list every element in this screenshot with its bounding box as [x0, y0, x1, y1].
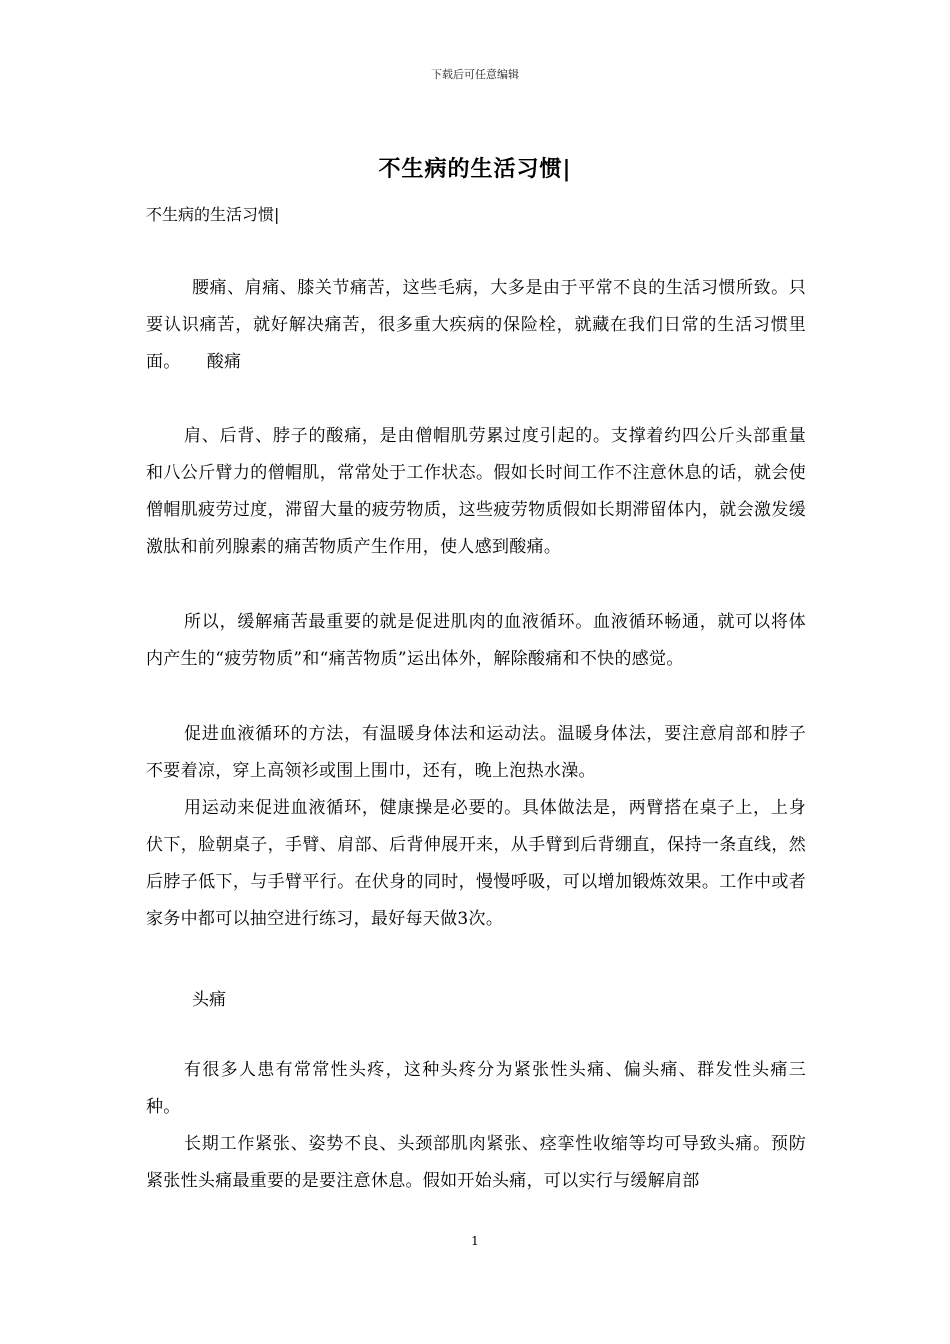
section-heading-headache: 头痛	[192, 990, 226, 1010]
paragraph-soreness-cause: 肩、后背、脖子的酸痛，是由僧帽肌劳累过度引起的。支撑着约四公斤头部重量和八公斤臂力的僧帽肌，常常处于工作状态。假如长时间工作不注意休息的话，就会使僧帽肌疲劳过度，滞留大量的疲劳物质，这些疲劳物质假如长期滞留体内，就会激发缓激肽和前列腺素的痛苦物质产生作用，使人感到酸痛。	[146, 426, 806, 557]
paragraph-tension-headache: 长期工作紧张、姿势不良、头颈部肌肉紧张、痉挛性收缩等均可导致头痛。预防紧张性头痛最重要的是要注意休息。假如开始头痛，可以实行与缓解肩部	[146, 1134, 806, 1191]
paragraph-headache-types: 有很多人患有常常性头疼，这种头疼分为紧张性头痛、偏头痛、群发性头痛三种。	[146, 1060, 806, 1117]
paragraph-relief: 所以，缓解痛苦最重要的就是促进肌肉的血液循环。血液循环畅通，就可以将体内产生的“疲劳物质”和“痛苦物质”运出体外，解除酸痛和不快的感觉。	[146, 612, 806, 669]
paragraph-circulation-methods: 促进血液循环的方法，有温暖身体法和运动法。温暖身体法，要注意肩部和脖子不要着凉，穿上高领衫或围上围巾，还有，晚上泡热水澡。	[146, 724, 806, 781]
paragraph-exercise: 用运动来促进血液循环，健康操是必要的。具体做法是，两臂搭在桌子上，上身伏下，脸朝桌子，手臂、肩部、后背伸展开来，从手臂到后背绷直，保持一条直线，然后脖子低下，与手臂平行。在伏身的同时，慢慢呼吸，可以增加锻炼效果。工作中或者家务中都可以抽空进行练习，最好每天做3次。	[146, 798, 806, 929]
header-note: 下载后可任意编辑	[431, 68, 519, 81]
document-title: 不生病的生活习惯|	[378, 156, 572, 182]
paragraph-intro: 腰痛、肩痛、膝关节痛苦，这些毛病，大多是由于平常不良的生活习惯所致。只要认识痛苦，就好解决痛苦，很多重大疾病的保险栓，就藏在我们日常的生活习惯里面。 酸痛	[146, 278, 806, 372]
document-subtitle: 不生病的生活习惯|	[146, 205, 280, 224]
page-number: 1	[471, 1234, 479, 1248]
